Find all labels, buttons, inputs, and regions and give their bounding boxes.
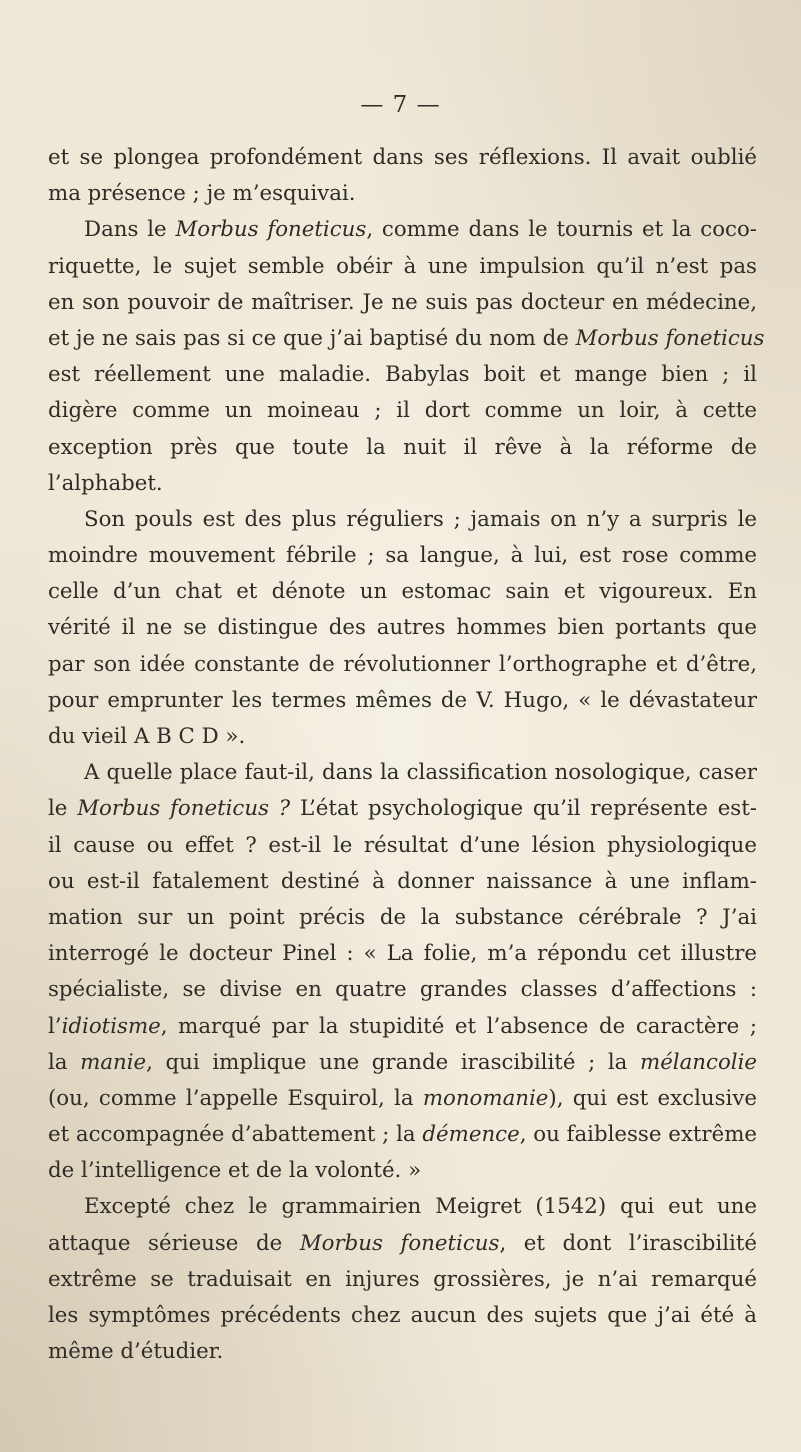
italic-text: Morbus foneticus: [299, 1230, 500, 1256]
text-run: et se plongea profondément dans ses réflexions. Il avait oublié: [48, 145, 757, 170]
text-line: [48, 502, 757, 538]
italic-text: Morbus foneticus ?: [77, 796, 291, 822]
text-run: et accompagnée d’abattement ; la: [48, 1122, 423, 1148]
text-run: , ou faiblesse extrême: [519, 1122, 757, 1148]
italic-text: monomanie: [422, 1085, 549, 1111]
italic-text: idiotisme: [61, 1013, 161, 1039]
text-run: A quelle place faut-il, dans la classification nosologique, caser: [84, 760, 757, 786]
text-line: [48, 1009, 757, 1045]
text-run: exception près que toute la nuit il rêve à la réforme de: [48, 434, 757, 460]
text-run: l’: [48, 1013, 62, 1039]
text-run: il cause ou effet ? est-il le résultat d’une lésion physiologique: [48, 832, 757, 858]
text-run: les symptômes précédents chez aucun des sujets que j’ai été à: [48, 1303, 757, 1328]
text-run: celle d’un chat et dénote un estomac sain et vigoureux. En: [48, 579, 757, 605]
italic-text: manie: [80, 1049, 147, 1075]
text-run: pour emprunter les termes mêmes de V. Hugo, « le dévastateur: [48, 687, 757, 713]
page-number: — 7 —: [360, 92, 441, 118]
text-run: ma présence ; je m’esquivai.: [48, 181, 356, 207]
italic-text: Morbus foneticus: [175, 217, 367, 243]
text-line: [48, 212, 757, 248]
text-line: [48, 719, 757, 755]
text-run: Dans le: [84, 217, 176, 243]
text-run: le: [48, 796, 78, 822]
text-line: [48, 1298, 757, 1334]
text-line: [48, 936, 757, 972]
text-run: spécialiste, se divise en quatre grandes classes d’affections :: [48, 977, 757, 1003]
italic-text: démence: [422, 1122, 520, 1148]
text-line: [48, 249, 757, 285]
text-run: digère comme un moineau ; il dort comme un loir, à cette: [48, 398, 757, 424]
text-run: moindre mouvement fébrile ; sa langue, à lui, est rose comme: [48, 543, 757, 569]
text-line: [48, 683, 757, 719]
text-run: riquette, le sujet semble obéir à une impulsion qu’il n’est pas: [48, 253, 757, 279]
text-run: en son pouvoir de maîtriser. Je ne suis pas docteur en médecine,: [48, 289, 757, 315]
text-line: [48, 900, 757, 936]
text-line: [48, 791, 757, 827]
text-line: [48, 176, 757, 212]
text-line: [48, 321, 765, 357]
text-run: Excepté chez le grammairien Meigret (1542) qui eut une: [84, 1194, 757, 1220]
text-line: [48, 647, 757, 683]
text-run: l’alphabet.: [48, 470, 163, 496]
text-line: [48, 393, 757, 429]
text-line: [48, 828, 757, 864]
text-run: (ou, comme l’appelle Esquirol, la: [48, 1085, 423, 1111]
text-run: L’état psychologique qu’il représente est-: [290, 796, 757, 822]
text-line: [48, 430, 757, 466]
text-run: ), qui est exclusive: [548, 1085, 757, 1111]
body-text: [48, 140, 765, 1370]
text-line: [48, 466, 757, 502]
text-run: et je ne sais pas si ce que j’ai baptisé du nom de: [48, 325, 576, 351]
text-line: [48, 1045, 757, 1081]
text-run: , qui implique une grande irascibilité ; la: [146, 1049, 640, 1075]
text-run: extrême se traduisait en injures grossières, je n’ai remarqué: [48, 1266, 757, 1292]
text-run: ou est-il fatalement destiné à donner naissance à une inflam-: [48, 868, 757, 894]
text-line: [48, 357, 757, 393]
text-line: [48, 1117, 757, 1153]
text-run: la: [48, 1049, 81, 1075]
text-run: , et dont l’irascibilité: [499, 1230, 758, 1256]
text-run: du vieil A B C D ».: [48, 724, 246, 749]
text-line: [48, 864, 757, 900]
text-line: [48, 1153, 757, 1189]
text-run: est réellement une maladie. Babylas boit et mange bien ; il: [48, 362, 757, 388]
text-line: [48, 1189, 757, 1225]
text-run: mation sur un point précis de la substance cérébrale ? J’ai: [48, 904, 757, 930]
text-line: [48, 1226, 757, 1262]
text-run: Son pouls est des plus réguliers ; jamais on n’y a surpris le: [84, 506, 757, 532]
text-run: même d’étudier.: [48, 1339, 224, 1365]
text-line: [48, 538, 757, 574]
text-run: , comme dans le tournis et la coco-: [366, 217, 757, 243]
text-line: [48, 140, 757, 176]
text-run: de l’intelligence et de la volonté. »: [48, 1158, 422, 1184]
text-line: [48, 1334, 757, 1370]
text-line: [48, 610, 757, 646]
italic-text: mélancolie: [640, 1049, 757, 1075]
text-run: , marqué par la stupidité et l’absence de caractère ;: [160, 1013, 757, 1039]
text-line: [48, 972, 757, 1008]
text-line: [48, 574, 757, 610]
text-line: [48, 285, 757, 321]
text-line: [48, 1262, 757, 1298]
italic-text: Morbus foneticus: [575, 325, 765, 351]
text-run: interrogé le docteur Pinel : « La folie, m’a répondu cet illustre: [48, 941, 757, 967]
text-run: vérité il ne se distingue des autres hommes bien portants que: [48, 615, 757, 641]
text-line: [48, 1081, 757, 1117]
text-run: attaque sérieuse de: [48, 1230, 300, 1256]
text-run: par son idée constante de révolutionner l’orthographe et d’être,: [48, 651, 757, 677]
text-line: [48, 755, 757, 791]
